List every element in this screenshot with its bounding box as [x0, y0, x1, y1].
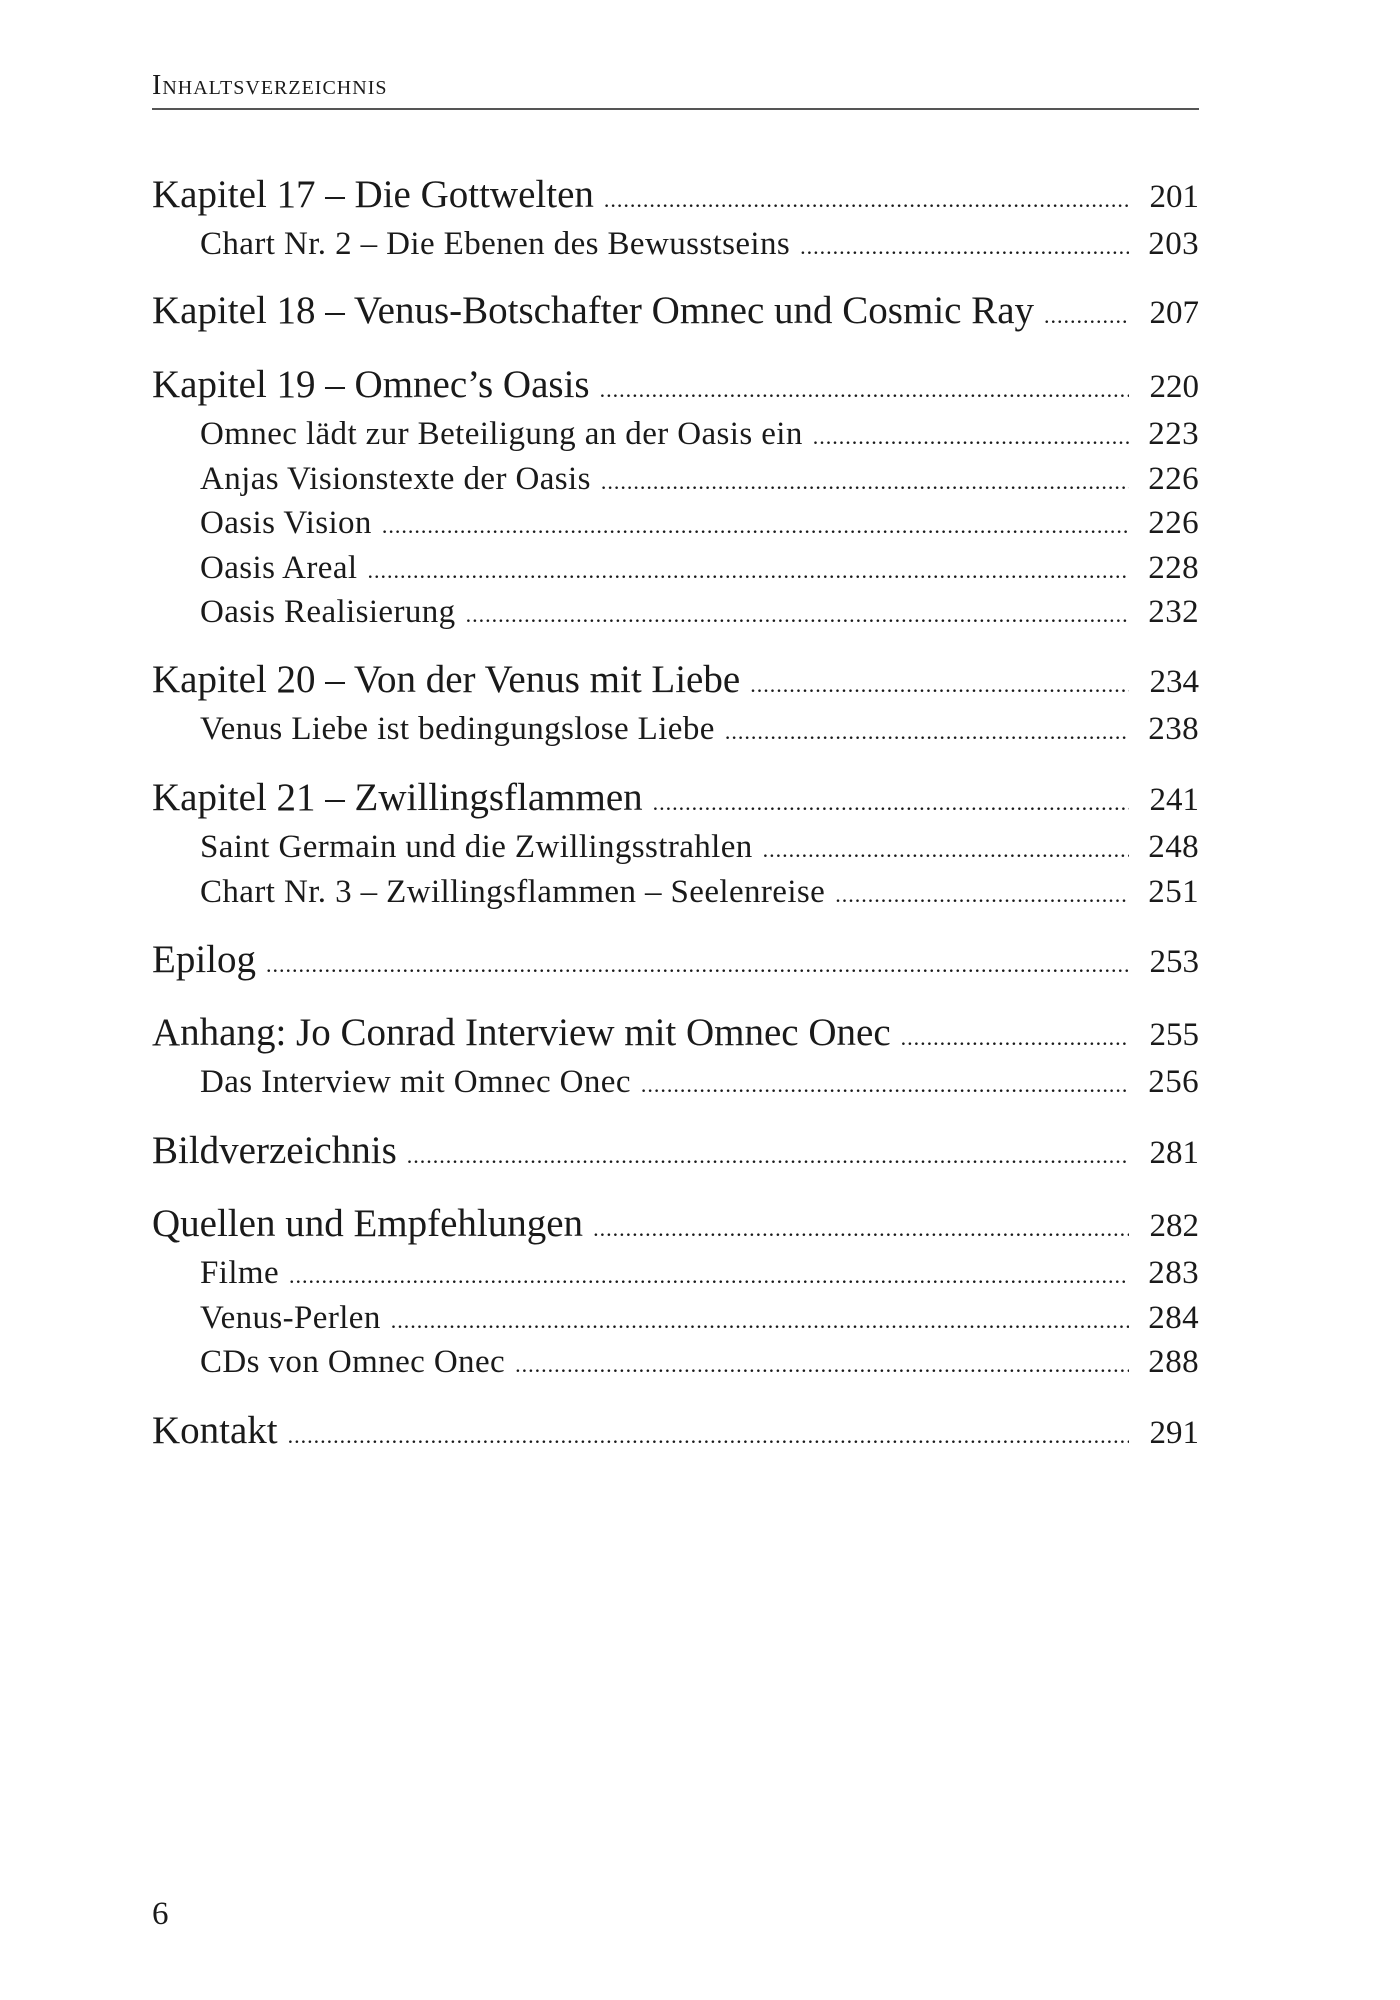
running-head-title: Inhaltsverzeichnis — [152, 70, 388, 101]
dot-leader — [367, 558, 1129, 584]
toc-entry-page: 282 — [1149, 1208, 1199, 1244]
toc-entry-anhang[interactable] — [152, 1010, 1199, 1055]
dot-leader — [653, 790, 1129, 816]
dot-leader — [266, 952, 1129, 978]
dot-leader — [1044, 303, 1129, 329]
toc-entry-chapter-18[interactable] — [152, 288, 1199, 333]
toc-entry-label: Epilog — [152, 938, 256, 981]
toc-entry-page: 234 — [1149, 664, 1199, 700]
dot-leader — [835, 882, 1129, 908]
toc-entry-chapter-21[interactable] — [152, 775, 1199, 820]
toc-entry-page: 226 — [1148, 505, 1199, 541]
toc-entry-label: Oasis Realisierung — [200, 594, 456, 630]
toc-entry-label: Venus-Perlen — [200, 1300, 381, 1336]
toc-entry-page: 283 — [1148, 1255, 1199, 1291]
toc-entry-label: Quellen und Empfehlungen — [152, 1202, 584, 1245]
toc-entry-filme[interactable] — [152, 1255, 1199, 1292]
toc-entry-page: 251 — [1148, 874, 1199, 910]
toc-entry-oasis-realisierung[interactable] — [152, 594, 1199, 631]
dot-leader — [750, 672, 1129, 698]
toc-entry-label: Oasis Vision — [200, 505, 372, 541]
toc-entry-quellen[interactable] — [152, 1201, 1199, 1246]
toc-entry-label: Kapitel 17 – Die Gottwelten — [152, 173, 594, 216]
toc-entry-page: 201 — [1149, 179, 1199, 215]
toc-entry-label: Kapitel 20 – Von der Venus mit Liebe — [152, 658, 741, 701]
toc-entry-page: 255 — [1149, 1017, 1199, 1053]
toc-entry-label: Oasis Areal — [200, 550, 358, 586]
toc-entry-chapter-19[interactable] — [152, 362, 1199, 407]
toc-entry-page: 281 — [1149, 1135, 1199, 1171]
toc-entry-label: Filme — [200, 1255, 280, 1291]
toc-entry-bildverzeichnis[interactable] — [152, 1128, 1199, 1173]
toc-entry-epilog[interactable] — [152, 937, 1199, 982]
toc-entry-page: 223 — [1148, 416, 1199, 452]
dot-leader — [288, 1423, 1129, 1449]
toc-entry-kontakt[interactable] — [152, 1408, 1199, 1453]
toc-entry-label: CDs von Omnec Onec — [200, 1344, 506, 1380]
toc-entry-page: 238 — [1148, 711, 1199, 747]
dot-leader — [289, 1263, 1129, 1289]
dot-leader — [466, 602, 1129, 628]
toc-entry-label: Chart Nr. 3 – Zwillingsflammen – Seelenreise — [200, 874, 826, 910]
toc-entry-oasis-vision[interactable] — [152, 505, 1199, 542]
dot-leader — [901, 1025, 1129, 1051]
toc-entry-chart-3[interactable] — [152, 874, 1199, 911]
dot-leader — [391, 1308, 1129, 1334]
toc-entry-page: 284 — [1148, 1300, 1199, 1336]
dot-leader — [763, 837, 1129, 863]
toc-entry-label: Saint Germain und die Zwillingsstrahlen — [200, 829, 753, 865]
toc-entry-page: 256 — [1148, 1064, 1199, 1100]
toc-entry-page: 241 — [1149, 782, 1199, 818]
dot-leader — [407, 1143, 1129, 1169]
toc-entry-label: Anhang: Jo Conrad Interview mit Omnec Onec — [152, 1011, 891, 1054]
toc-entry-chart-2[interactable] — [152, 226, 1199, 263]
toc-entry-cds[interactable] — [152, 1344, 1199, 1381]
toc-entry-label: Kapitel 18 – Venus-Botschafter Omnec und Cosmic Ray — [152, 289, 1035, 332]
dot-leader — [800, 234, 1129, 260]
toc-entry-label: Bildverzeichnis — [152, 1129, 397, 1172]
dot-leader — [515, 1352, 1129, 1378]
toc-entry-page: 253 — [1149, 944, 1199, 980]
toc-entry-page: 228 — [1148, 550, 1199, 586]
toc-entry-interview[interactable] — [152, 1064, 1199, 1101]
toc-entry-oasis-areal[interactable] — [152, 550, 1199, 587]
dot-leader — [593, 1216, 1129, 1242]
toc-entry-label: Kapitel 19 – Omnec’s Oasis — [152, 363, 590, 406]
toc-entry-label: Venus Liebe ist bedingungslose Liebe — [200, 711, 715, 747]
toc-entry-oasis-invitation[interactable] — [152, 416, 1199, 453]
toc-entry-page: 220 — [1149, 369, 1199, 405]
dot-leader — [813, 424, 1129, 450]
running-head — [152, 70, 1199, 110]
toc-entry-label: Anjas Visionstexte der Oasis — [200, 461, 591, 497]
dot-leader — [600, 377, 1129, 403]
toc-entry-page: 207 — [1149, 295, 1199, 331]
dot-leader — [725, 719, 1129, 745]
toc-entry-chapter-17[interactable] — [152, 172, 1199, 217]
toc-entry-label: Kapitel 21 – Zwillingsflammen — [152, 776, 643, 819]
toc-entry-page: 291 — [1149, 1415, 1199, 1451]
dot-leader — [641, 1072, 1129, 1098]
toc-entry-anjas-visionstexte[interactable] — [152, 461, 1199, 498]
toc-entry-venus-liebe[interactable] — [152, 711, 1199, 748]
toc-entry-page: 226 — [1148, 461, 1199, 497]
dot-leader — [382, 513, 1129, 539]
toc-entry-page: 203 — [1148, 226, 1199, 262]
page-number: 6 — [152, 1896, 169, 1932]
toc-entry-venus-perlen[interactable] — [152, 1300, 1199, 1337]
toc-entry-page: 248 — [1148, 829, 1199, 865]
toc-entry-saint-germain[interactable] — [152, 829, 1199, 866]
dot-leader — [601, 469, 1129, 495]
toc-entry-label: Das Interview mit Omnec Onec — [200, 1064, 631, 1100]
toc-entry-label: Chart Nr. 2 – Die Ebenen des Bewusstseins — [200, 226, 791, 262]
toc-entry-chapter-20[interactable] — [152, 657, 1199, 702]
toc-entry-label: Kontakt — [152, 1409, 278, 1452]
toc-entry-page: 232 — [1148, 594, 1199, 630]
dot-leader — [604, 187, 1129, 213]
toc-entry-page: 288 — [1148, 1344, 1199, 1380]
toc-entry-label: Omnec lädt zur Beteiligung an der Oasis ein — [200, 416, 803, 452]
